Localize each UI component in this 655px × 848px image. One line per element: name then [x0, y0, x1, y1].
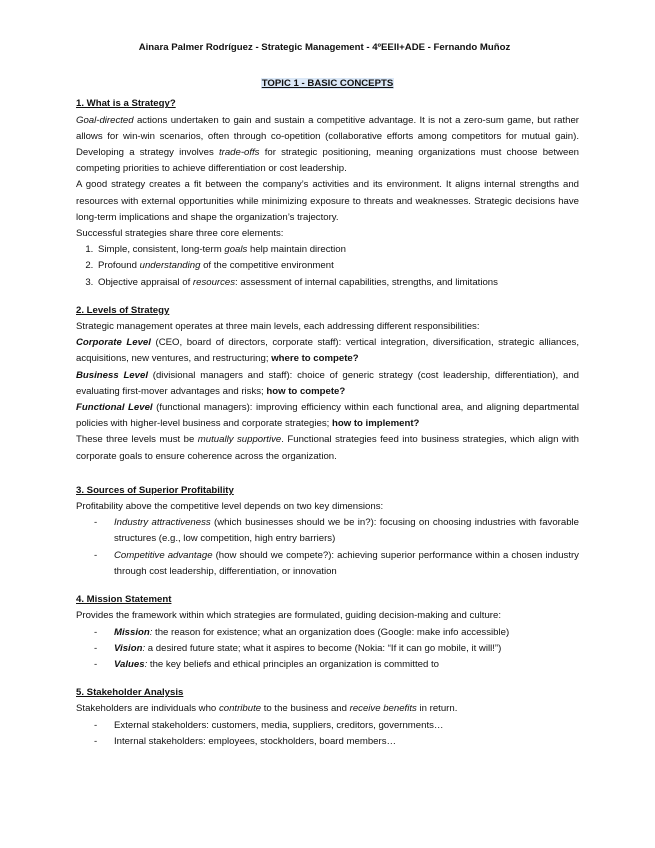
functional-level-label: Functional Level	[76, 402, 153, 414]
section-1-heading: 1. What is a Strategy?	[76, 98, 176, 110]
text-span: for strategic positioning, meaning organizations must choose between competing priorities to achieve differentiation or cost leadership.	[76, 147, 579, 175]
list-item	[90, 515, 579, 547]
document-page	[76, 40, 579, 750]
section-5-intro	[76, 701, 579, 717]
em-text: receive benefits	[349, 703, 417, 715]
section-2-intro: Strategic management operates at three main levels, each addressing different responsibilities:	[76, 321, 480, 333]
business-level-paragraph	[76, 368, 579, 400]
corporate-level-label: Corporate Level	[76, 337, 151, 349]
section-1-paragraph-3: Successful strategies share three core elements:	[76, 228, 284, 240]
em-text: Industry attractiveness	[114, 517, 211, 529]
em-text: resources	[192, 276, 236, 288]
text-span: Stakeholders are individuals who	[76, 703, 219, 715]
text-span: (divisional managers and staff): choice of generic strategy (cost leadership, differentiation), and evaluating first-mover advantages and risks;	[76, 369, 579, 397]
list-item	[90, 625, 579, 641]
section-3-intro: Profitability above the competitive level depends on two key dimensions:	[76, 501, 384, 513]
section-2-heading: 2. Levels of Strategy	[76, 304, 170, 316]
text-span: . Functional strategies feed into business strategies, which align with corporate goals to ensure coherence across the organization.	[76, 434, 579, 462]
em-text: Competitive advantage	[114, 549, 213, 561]
text-span: : assessment of internal capabilities, strengths, and limitations	[235, 276, 498, 288]
em-text: mutually supportive	[197, 434, 282, 446]
section-3-heading: 3. Sources of Superior Profitability	[76, 484, 234, 496]
mission-label: Mission	[114, 626, 150, 638]
text-span: of the competitive environment	[200, 260, 334, 272]
list-item: - Internal stakeholders: employees, stockholders, board members…	[90, 734, 579, 750]
list-item	[90, 657, 579, 673]
text-span: in return.	[416, 703, 458, 715]
em-text: goals	[224, 244, 248, 256]
business-level-label: Business Level	[76, 369, 148, 381]
profitability-list	[76, 515, 579, 580]
text-span: to the business and	[261, 703, 350, 715]
colon: :	[142, 642, 146, 654]
list-item: - External stakeholders: customers, media, suppliers, creditors, governments…	[90, 718, 579, 734]
text-span: Objective appraisal of	[98, 276, 193, 288]
em-text: contribute	[218, 703, 262, 715]
text-span: (which businesses should we be in?): focusing on choosing industries with favorable structures (e.g., low competition, high entry barriers)	[114, 517, 580, 545]
section-1-paragraph-1	[76, 113, 579, 178]
section-1-paragraph-2: A good strategy creates a fit between the company’s activities and its environment. It aligns internal strengths and resources with external opportunities while minimizing exposure to threats and weaknesses. Strategic decisions have long-term implications and shape the organization’s trajectory.	[76, 179, 579, 223]
mission-list	[76, 625, 579, 674]
section-4-intro: Provides the framework within which strategies are formulated, guiding decision-making and culture:	[76, 610, 501, 622]
page-header: Ainara Palmer Rodríguez - Strategic Management - 4ºEEII+ADE - Fernando Muñoz	[138, 42, 511, 53]
em-goal-directed: Goal-directed	[76, 114, 134, 126]
business-question: how to compete?	[266, 385, 346, 397]
text-span: (functional managers): improving efficiency within each functional area, and aligning departmental policies with higher-level business and corporate strategies;	[76, 402, 580, 430]
em-text: understanding	[139, 260, 201, 272]
text-span: (how should we compete?): achieving superior performance within a chosen industry through cost leadership, differentiation, or innovation	[114, 549, 579, 577]
text-span: a desired future state; what it aspires to become (Nokia: “If it can go mobile, it will!”)	[145, 642, 502, 654]
core-elements-list	[76, 242, 579, 291]
section-4-heading: 4. Mission Statement	[76, 594, 172, 606]
list-item	[96, 258, 579, 274]
list-item	[90, 641, 579, 657]
text-span: the key beliefs and ethical principles an organization is committed to	[147, 658, 439, 670]
stakeholder-list	[76, 718, 579, 750]
text-span: actions undertaken to gain and sustain a competitive advantage. It is not a zero-sum game, but rather allows for win-win scenarios, often through co-opetition (collaborative efforts among competitors for mutual gain). Developing a strategy involves	[76, 114, 579, 159]
text-span: (CEO, board of directors, corporate staff): vertical integration, diversification, strategic alliances, acquisitions, new ventures, and restructuring;	[76, 337, 579, 365]
corporate-question: where to compete?	[271, 353, 359, 365]
topic-title-text: TOPIC 1 - BASIC CONCEPTS	[261, 78, 394, 90]
text-span: Simple, consistent, long-term	[98, 244, 225, 256]
corporate-level-paragraph	[76, 335, 579, 367]
text-span: the reason for existence; what an organization does (Google: make info accessible)	[152, 626, 510, 638]
topic-title	[76, 76, 579, 92]
colon: :	[144, 658, 148, 670]
vision-label: Vision	[114, 642, 143, 654]
text-span: help maintain direction	[247, 244, 346, 256]
text-span: Profound	[98, 260, 140, 272]
functional-level-paragraph	[76, 400, 579, 432]
list-item	[96, 242, 579, 258]
colon: :	[149, 626, 153, 638]
em-trade-offs: trade-offs	[218, 147, 260, 159]
text-span: These three levels must be	[76, 434, 198, 446]
functional-question: how to implement?	[331, 418, 420, 430]
list-item	[90, 548, 579, 580]
levels-closing-paragraph	[76, 432, 579, 464]
list-item	[96, 275, 579, 291]
section-5-heading: 5. Stakeholder Analysis	[76, 687, 184, 699]
values-label: Values	[114, 658, 145, 670]
